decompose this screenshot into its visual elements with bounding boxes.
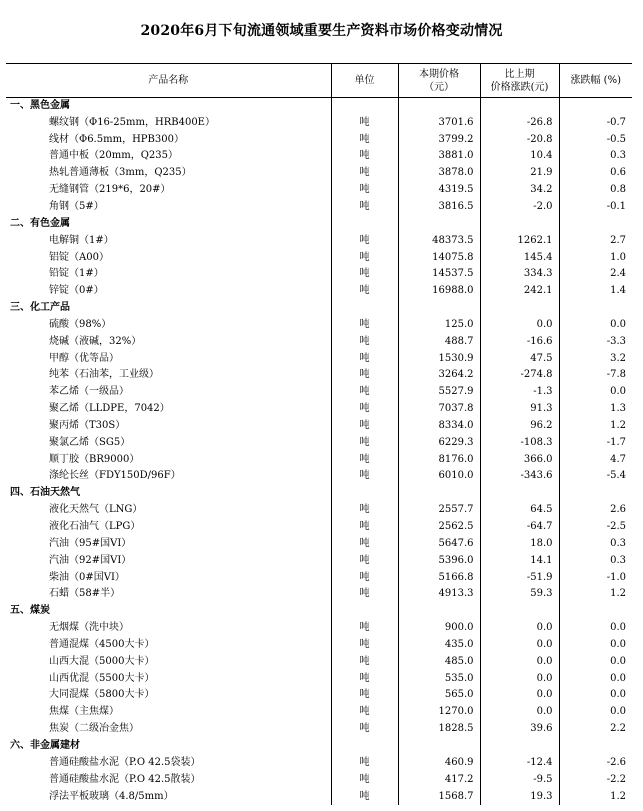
header-price-change-line2: 价格涨跌(元)	[490, 81, 549, 93]
product-name: 山西大混（5000大卡）	[49, 655, 155, 667]
change-cell: 59.3	[480, 586, 559, 603]
unit-cell: 吨	[331, 148, 398, 165]
table-row	[6, 232, 632, 249]
table-header	[6, 64, 632, 98]
product-name: 甲醇（优等品）	[49, 352, 119, 364]
unit-cell: 吨	[331, 182, 398, 199]
price-cell: 485.0	[398, 653, 480, 670]
percent-cell: 0.0	[559, 620, 632, 637]
percent-cell: 2.6	[559, 502, 632, 519]
table-row	[6, 670, 632, 687]
unit-cell: 吨	[331, 333, 398, 350]
table-body	[6, 98, 632, 805]
percent-cell: -1.7	[559, 434, 632, 451]
percent-cell: -3.3	[559, 333, 632, 350]
unit-cell: 吨	[331, 418, 398, 435]
table-row	[6, 687, 632, 704]
product-name: 焦炭（二级冶金焦）	[49, 723, 139, 735]
price-cell: 8176.0	[398, 451, 480, 468]
percent-cell: 0.3	[559, 535, 632, 552]
percent-cell: -0.7	[559, 114, 632, 131]
category-label: 五、煤炭	[10, 605, 50, 617]
product-name: 普通硅酸盐水泥（P.O 42.5袋装）	[49, 756, 201, 768]
change-cell: 14.1	[480, 552, 559, 569]
table-row	[6, 266, 632, 283]
product-name: 汽油（95#国VI）	[49, 537, 132, 549]
change-cell: 0.0	[480, 653, 559, 670]
table-row	[6, 199, 632, 216]
product-name: 螺纹钢（Φ16-25mm，HRB400E）	[49, 116, 215, 128]
table-row	[6, 316, 632, 333]
percent-cell: -7.8	[559, 367, 632, 384]
percent-cell: -2.6	[559, 754, 632, 771]
price-cell: 6229.3	[398, 434, 480, 451]
product-name: 无缝钢管（219*6，20#）	[49, 184, 171, 196]
change-cell: -20.8	[480, 131, 559, 148]
product-name: 普通中板（20mm，Q235）	[49, 150, 178, 162]
empty-cell	[559, 215, 632, 232]
percent-cell: 0.0	[559, 316, 632, 333]
change-cell: 0.0	[480, 704, 559, 721]
price-cell: 14537.5	[398, 266, 480, 283]
table-row	[6, 401, 632, 418]
unit-cell: 吨	[331, 316, 398, 333]
change-cell: -64.7	[480, 519, 559, 536]
unit-cell: 吨	[331, 569, 398, 586]
product-name: 液化石油气（LPG）	[49, 521, 141, 533]
price-cell: 565.0	[398, 687, 480, 704]
unit-cell: 吨	[331, 232, 398, 249]
change-cell: 91.3	[480, 401, 559, 418]
price-cell: 7037.8	[398, 401, 480, 418]
unit-cell: 吨	[331, 637, 398, 654]
empty-cell	[398, 485, 480, 502]
product-name: 涤纶长丝（FDY150D/96F）	[49, 470, 181, 482]
price-cell: 417.2	[398, 771, 480, 788]
table-row	[6, 653, 632, 670]
unit-cell: 吨	[331, 670, 398, 687]
product-name: 山西优混（5500大卡）	[49, 672, 155, 684]
price-cell: 5396.0	[398, 552, 480, 569]
unit-cell: 吨	[331, 653, 398, 670]
percent-cell: 1.3	[559, 401, 632, 418]
price-cell: 3799.2	[398, 131, 480, 148]
category-row	[6, 215, 632, 232]
price-cell: 125.0	[398, 316, 480, 333]
percent-cell: 1.2	[559, 586, 632, 603]
product-name: 普通硅酸盐水泥（P.O 42.5散装）	[49, 773, 201, 785]
change-cell: -274.8	[480, 367, 559, 384]
unit-cell: 吨	[331, 367, 398, 384]
category-label: 一、黑色金属	[10, 100, 70, 112]
category-row	[6, 300, 632, 317]
unit-cell: 吨	[331, 434, 398, 451]
header-current-price	[398, 64, 480, 98]
product-name: 浮法平板玻璃（4.8/5mm）	[49, 790, 174, 802]
percent-cell: 2.2	[559, 721, 632, 738]
empty-cell	[398, 603, 480, 620]
price-cell: 16988.0	[398, 283, 480, 300]
percent-cell: 1.4	[559, 283, 632, 300]
percent-cell: -5.4	[559, 468, 632, 485]
change-cell: 21.9	[480, 165, 559, 182]
table-row	[6, 418, 632, 435]
change-cell: -2.0	[480, 199, 559, 216]
product-name: 聚乙烯（LLDPE，7042）	[49, 403, 170, 415]
category-label: 三、化工产品	[10, 302, 70, 314]
table-row	[6, 114, 632, 131]
percent-cell: 2.7	[559, 232, 632, 249]
header-product-name: 产品名称	[6, 64, 331, 98]
percent-cell: -2.5	[559, 519, 632, 536]
unit-cell: 吨	[331, 384, 398, 401]
table-row	[6, 637, 632, 654]
product-name: 柴油（0#国VI）	[49, 571, 125, 583]
table-row	[6, 788, 632, 805]
table-row	[6, 451, 632, 468]
category-row	[6, 485, 632, 502]
price-table	[6, 63, 632, 805]
change-cell: -9.5	[480, 771, 559, 788]
change-cell: 10.4	[480, 148, 559, 165]
header-price-change	[480, 64, 559, 98]
unit-cell: 吨	[331, 519, 398, 536]
empty-cell	[331, 300, 398, 317]
price-cell: 4319.5	[398, 182, 480, 199]
product-name: 大同混煤（5800大卡）	[49, 689, 155, 701]
product-name: 普通混煤（4500大卡）	[49, 638, 155, 650]
empty-cell	[331, 215, 398, 232]
percent-cell: 0.6	[559, 165, 632, 182]
product-name: 电解铜（1#）	[49, 234, 114, 246]
empty-cell	[480, 300, 559, 317]
price-cell: 14075.8	[398, 249, 480, 266]
unit-cell: 吨	[331, 283, 398, 300]
change-cell: 366.0	[480, 451, 559, 468]
product-name: 苯乙烯（一级品）	[49, 386, 129, 398]
table-row	[6, 131, 632, 148]
price-cell: 435.0	[398, 637, 480, 654]
percent-cell: 0.0	[559, 637, 632, 654]
product-name: 热轧普通薄板（3mm，Q235）	[49, 167, 192, 179]
percent-cell: 0.8	[559, 182, 632, 199]
table-row	[6, 434, 632, 451]
empty-cell	[398, 738, 480, 755]
table-row	[6, 468, 632, 485]
table-row	[6, 502, 632, 519]
table-row	[6, 754, 632, 771]
table-row	[6, 586, 632, 603]
empty-cell	[480, 98, 559, 115]
category-label: 二、有色金属	[10, 217, 70, 229]
empty-cell	[559, 603, 632, 620]
product-name: 无烟煤（洗中块）	[49, 622, 129, 634]
table-row	[6, 182, 632, 199]
percent-cell: 0.0	[559, 670, 632, 687]
unit-cell: 吨	[331, 721, 398, 738]
change-cell: -16.6	[480, 333, 559, 350]
header-price-change-line1: 比上期	[504, 68, 535, 80]
unit-cell: 吨	[331, 249, 398, 266]
price-cell: 1568.7	[398, 788, 480, 805]
table-row	[6, 519, 632, 536]
product-name: 硫酸（98%）	[49, 318, 112, 330]
unit-cell: 吨	[331, 754, 398, 771]
change-cell: 18.0	[480, 535, 559, 552]
percent-cell: 0.0	[559, 704, 632, 721]
table-row	[6, 367, 632, 384]
empty-cell	[331, 603, 398, 620]
unit-cell: 吨	[331, 401, 398, 418]
unit-cell: 吨	[331, 131, 398, 148]
percent-cell: -1.0	[559, 569, 632, 586]
percent-cell: -0.5	[559, 131, 632, 148]
empty-cell	[480, 215, 559, 232]
unit-cell: 吨	[331, 199, 398, 216]
price-cell: 2557.7	[398, 502, 480, 519]
empty-cell	[480, 738, 559, 755]
empty-cell	[559, 98, 632, 115]
table-row	[6, 333, 632, 350]
product-name: 顺丁胶（BR9000）	[49, 453, 140, 465]
change-cell: 34.2	[480, 182, 559, 199]
table-row	[6, 569, 632, 586]
percent-cell: 0.0	[559, 653, 632, 670]
empty-cell	[398, 98, 480, 115]
table-row	[6, 350, 632, 367]
percent-cell: 1.2	[559, 418, 632, 435]
price-cell: 48373.5	[398, 232, 480, 249]
price-cell: 3816.5	[398, 199, 480, 216]
product-name: 纯苯（石油苯，工业级）	[49, 369, 159, 381]
header-current-price-line2: （元）	[424, 81, 454, 93]
change-cell: 64.5	[480, 502, 559, 519]
empty-cell	[331, 485, 398, 502]
change-cell: 47.5	[480, 350, 559, 367]
table-row	[6, 721, 632, 738]
change-cell: -1.3	[480, 384, 559, 401]
percent-cell: 0.0	[559, 384, 632, 401]
table-row	[6, 552, 632, 569]
change-cell: 1262.1	[480, 232, 559, 249]
change-cell: 242.1	[480, 283, 559, 300]
change-cell: -12.4	[480, 754, 559, 771]
change-cell: 39.6	[480, 721, 559, 738]
price-cell: 5527.9	[398, 384, 480, 401]
price-cell: 4913.3	[398, 586, 480, 603]
unit-cell: 吨	[331, 704, 398, 721]
empty-cell	[398, 300, 480, 317]
product-name: 焦煤（主焦煤）	[49, 706, 119, 718]
category-row	[6, 98, 632, 115]
price-cell: 1270.0	[398, 704, 480, 721]
empty-cell	[559, 738, 632, 755]
unit-cell: 吨	[331, 350, 398, 367]
product-name: 锌锭（0#）	[49, 285, 104, 297]
change-cell: 0.0	[480, 687, 559, 704]
header-current-price-line1: 本期价格	[419, 68, 459, 80]
percent-cell: 0.0	[559, 687, 632, 704]
change-cell: 145.4	[480, 249, 559, 266]
price-cell: 460.9	[398, 754, 480, 771]
table-row	[6, 384, 632, 401]
price-cell: 6010.0	[398, 468, 480, 485]
change-cell: 334.3	[480, 266, 559, 283]
percent-cell: 1.2	[559, 788, 632, 805]
product-name: 角钢（5#）	[49, 200, 104, 212]
table-row	[6, 283, 632, 300]
empty-cell	[480, 603, 559, 620]
price-cell: 900.0	[398, 620, 480, 637]
change-cell: 0.0	[480, 620, 559, 637]
change-cell: 0.0	[480, 316, 559, 333]
unit-cell: 吨	[331, 502, 398, 519]
change-cell: 0.0	[480, 637, 559, 654]
change-cell: -343.6	[480, 468, 559, 485]
percent-cell: 0.3	[559, 148, 632, 165]
unit-cell: 吨	[331, 552, 398, 569]
category-label: 六、非金属建材	[10, 739, 80, 751]
change-cell: 0.0	[480, 670, 559, 687]
table-row	[6, 535, 632, 552]
empty-cell	[331, 98, 398, 115]
category-label: 四、石油天然气	[10, 487, 80, 499]
change-cell: 19.3	[480, 788, 559, 805]
percent-cell: 4.7	[559, 451, 632, 468]
price-cell: 3701.6	[398, 114, 480, 131]
price-cell: 3881.0	[398, 148, 480, 165]
price-cell: 5647.6	[398, 535, 480, 552]
price-cell: 3264.2	[398, 367, 480, 384]
unit-cell: 吨	[331, 266, 398, 283]
percent-cell: 0.3	[559, 552, 632, 569]
unit-cell: 吨	[331, 468, 398, 485]
price-cell: 535.0	[398, 670, 480, 687]
table-row	[6, 165, 632, 182]
product-name: 铝锭（A00）	[49, 251, 109, 263]
table-row	[6, 620, 632, 637]
percent-cell: -0.1	[559, 199, 632, 216]
percent-cell: 1.0	[559, 249, 632, 266]
product-name: 汽油（92#国VI）	[49, 554, 132, 566]
empty-cell	[398, 215, 480, 232]
table-row	[6, 704, 632, 721]
unit-cell: 吨	[331, 788, 398, 805]
change-cell: -108.3	[480, 434, 559, 451]
product-name: 铅锭（1#）	[49, 268, 104, 280]
product-name: 石蜡（58#半）	[49, 588, 121, 600]
change-cell: -26.8	[480, 114, 559, 131]
table-row	[6, 771, 632, 788]
price-cell: 2562.5	[398, 519, 480, 536]
unit-cell: 吨	[331, 620, 398, 637]
price-cell: 1828.5	[398, 721, 480, 738]
price-cell: 5166.8	[398, 569, 480, 586]
change-cell: -51.9	[480, 569, 559, 586]
table-row	[6, 249, 632, 266]
product-name: 聚氯乙烯（SG5）	[49, 436, 131, 448]
percent-cell: 3.2	[559, 350, 632, 367]
unit-cell: 吨	[331, 451, 398, 468]
empty-cell	[480, 485, 559, 502]
unit-cell: 吨	[331, 687, 398, 704]
percent-cell: -2.2	[559, 771, 632, 788]
price-cell: 1530.9	[398, 350, 480, 367]
product-name: 烧碱（液碱，32%）	[49, 335, 142, 347]
category-row	[6, 603, 632, 620]
price-cell: 3878.0	[398, 165, 480, 182]
table-row	[6, 148, 632, 165]
unit-cell: 吨	[331, 114, 398, 131]
empty-cell	[559, 485, 632, 502]
percent-cell: 2.4	[559, 266, 632, 283]
price-cell: 488.7	[398, 333, 480, 350]
unit-cell: 吨	[331, 586, 398, 603]
product-name: 聚丙烯（T30S）	[49, 419, 126, 431]
product-name: 线材（Φ6.5mm，HPB300）	[49, 133, 184, 145]
header-change-percent: 涨跌幅 (%)	[559, 64, 632, 98]
empty-cell	[331, 738, 398, 755]
page-title: 2020年6月下旬流通领域重要生产资料市场价格变动情况	[140, 23, 503, 39]
empty-cell	[559, 300, 632, 317]
header-unit: 单位	[331, 64, 398, 98]
change-cell: 96.2	[480, 418, 559, 435]
product-name: 液化天然气（LNG）	[49, 504, 143, 516]
price-cell: 8334.0	[398, 418, 480, 435]
unit-cell: 吨	[331, 771, 398, 788]
category-row	[6, 738, 632, 755]
unit-cell: 吨	[331, 535, 398, 552]
unit-cell: 吨	[331, 165, 398, 182]
